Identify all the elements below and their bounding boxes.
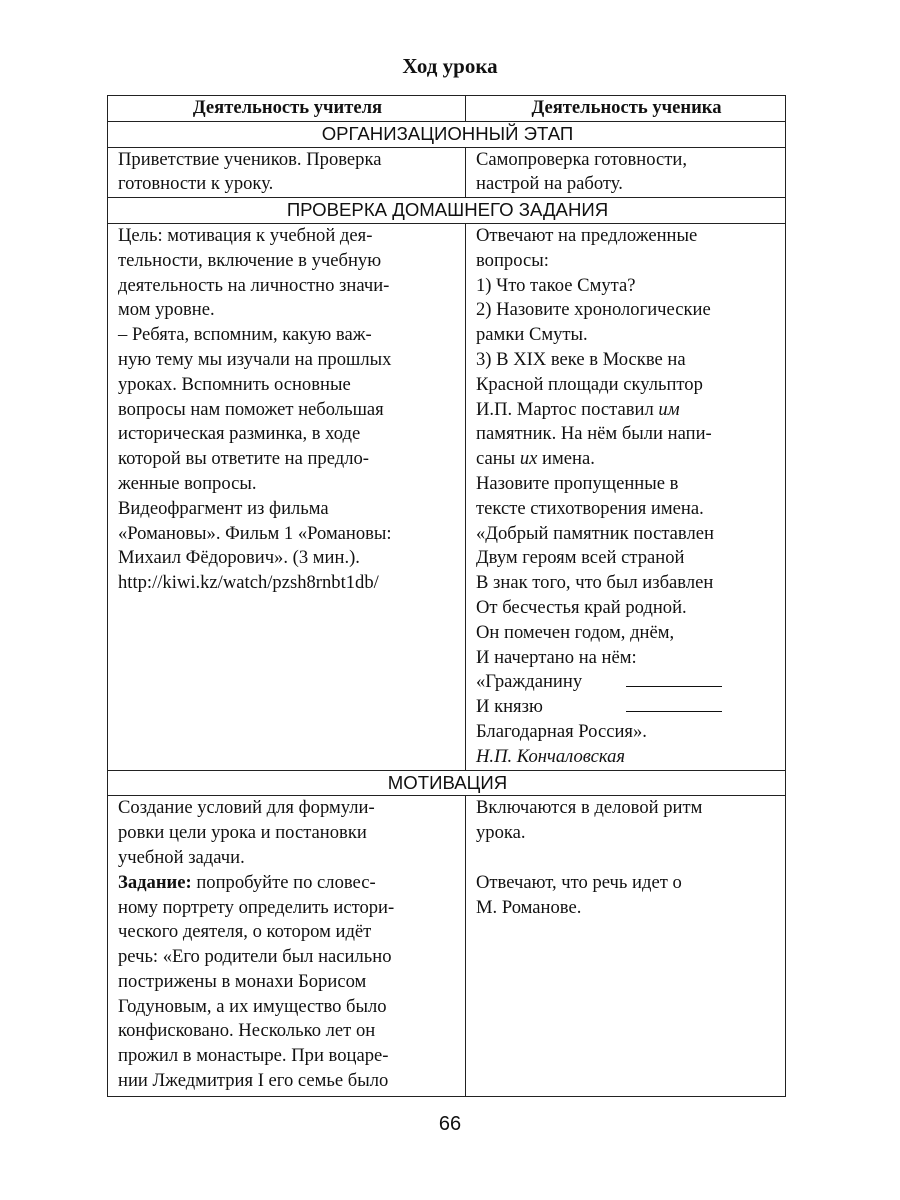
text-fragment: имена. <box>537 448 595 470</box>
video-link[interactable]: http://kiwi.kz/watch/pzsh8rnbt1db/ <box>118 572 379 594</box>
text-line: женные вопросы. <box>118 472 257 494</box>
answer-blank <box>626 670 722 695</box>
table-row <box>108 223 786 770</box>
text-line: М. Романове. <box>476 896 582 918</box>
document-title: Ход урока <box>402 54 498 78</box>
text-line: Отвечают на предложенные <box>476 224 698 246</box>
text-line: Видеофрагмент из фильма <box>118 497 329 519</box>
text-line: уроках. Вспомнить основные <box>118 373 351 395</box>
table-header-row <box>108 96 786 122</box>
text-fragment: саны <box>476 448 520 470</box>
text-line: рамки Смуты. <box>476 324 588 346</box>
text-line: Создание условий для формули- <box>118 797 375 819</box>
answer-blank <box>626 695 722 720</box>
text-line <box>118 871 457 896</box>
task-label: Задание: <box>118 871 192 893</box>
italic-word: им <box>658 398 680 420</box>
text-fragment: И.П. Мартос поставил <box>476 398 659 420</box>
text-line: Приветствие учеников. Проверка <box>118 148 382 170</box>
section-title-homework-check: ПРОВЕРКА ДОМАШНЕГО ЗАДАНИЯ <box>108 198 786 224</box>
text-line: нии Лжедмитрия I его семье было <box>118 1070 389 1092</box>
header-teacher: Деятельность учителя <box>108 96 466 122</box>
text-line: деятельность на личностно значи- <box>118 274 390 296</box>
poem-line: «Добрый памятник поставлен <box>476 522 714 544</box>
student-cell <box>466 223 786 770</box>
poem-line: В знак того, что был избавлен <box>476 572 714 594</box>
text-line: Михаил Фёдорович». (3 мин.). <box>118 547 360 569</box>
text-line: конфисковано. Несколько лет он <box>118 1020 376 1042</box>
text-line: прожил в монастыре. При воцаре- <box>118 1045 389 1067</box>
text-line: вопросы нам поможет небольшая <box>118 398 384 420</box>
section-row <box>108 121 786 147</box>
section-row <box>108 770 786 796</box>
text-line: ную тему мы изучали на прошлых <box>118 348 392 370</box>
text-line: «Романовы». Фильм 1 «Романовы: <box>118 522 392 544</box>
question-3: 3) В XIX веке в Москве на <box>476 348 686 370</box>
spacer <box>476 846 777 871</box>
section-title-motivation: МОТИВАЦИЯ <box>108 770 786 796</box>
text-line: урока. <box>476 822 526 844</box>
teacher-cell <box>108 147 466 198</box>
text-fragment: попробуйте по словес- <box>191 871 376 893</box>
student-cell <box>466 796 786 1097</box>
text-line: Отвечают, что речь идет о <box>476 871 682 893</box>
poem-line <box>476 670 777 695</box>
teacher-cell <box>108 223 466 770</box>
text-line: настрой на работу. <box>476 173 623 195</box>
table-row <box>108 147 786 198</box>
text-line: речь: «Его родители был насильно <box>118 946 392 968</box>
text-line: памятник. На нём были напи- <box>476 423 712 445</box>
lesson-table <box>107 95 786 1097</box>
page-number: 66 <box>438 1113 462 1135</box>
poem-line: Благодарная Россия». <box>476 720 647 742</box>
table-row <box>108 796 786 1097</box>
question-2: 2) Назовите хронологические <box>476 299 711 321</box>
text-line: тексте стихотворения имена. <box>476 497 704 519</box>
text-line: вопросы: <box>476 249 549 271</box>
text-line: ровки цели урока и постановки <box>118 822 367 844</box>
poem-line: Он помечен годом, днём, <box>476 621 675 643</box>
text-line: Самопроверка готовности, <box>476 148 687 170</box>
poem-line: От бесчестья край родной. <box>476 596 687 618</box>
text-fragment: И князю <box>476 696 543 718</box>
text-line: историческая разминка, в ходе <box>118 423 361 445</box>
poem-line: И начертано на нём: <box>476 646 637 668</box>
text-line: тельности, включение в учебную <box>118 249 382 271</box>
text-line: ному портрету определить истори- <box>118 896 395 918</box>
question-1: 1) Что такое Смута? <box>476 274 636 296</box>
text-line: которой вы ответите на предло- <box>118 448 369 470</box>
text-line: учебной задачи. <box>118 846 245 868</box>
text-line: Цель: мотивация к учебной дея- <box>118 224 373 246</box>
text-line: – Ребята, вспомним, какую важ- <box>118 324 372 346</box>
header-student: Деятельность ученика <box>466 96 786 122</box>
text-line <box>476 398 777 423</box>
poem-author: Н.П. Кончаловская <box>476 745 626 767</box>
teacher-cell <box>108 796 466 1097</box>
text-line: мом уровне. <box>118 299 215 321</box>
student-cell <box>466 147 786 198</box>
text-line: ческого деятеля, о котором идёт <box>118 921 372 943</box>
italic-word: их <box>519 448 538 470</box>
text-line: готовности к уроку. <box>118 173 274 195</box>
poem-line: Двум героям всей страной <box>476 547 685 569</box>
poem-line <box>476 695 777 720</box>
section-title-organizational: ОРГАНИЗАЦИОННЫЙ ЭТАП <box>108 121 786 147</box>
text-line: Красной площади скульптор <box>476 373 703 395</box>
text-line: Годуновым, а их имущество было <box>118 995 387 1017</box>
section-row <box>108 198 786 224</box>
text-line: Включаются в деловой ритм <box>476 797 703 819</box>
text-line: Назовите пропущенные в <box>476 472 679 494</box>
text-line: пострижены в монахи Борисом <box>118 970 367 992</box>
text-fragment: «Гражданину <box>476 671 583 693</box>
text-line <box>476 447 777 472</box>
